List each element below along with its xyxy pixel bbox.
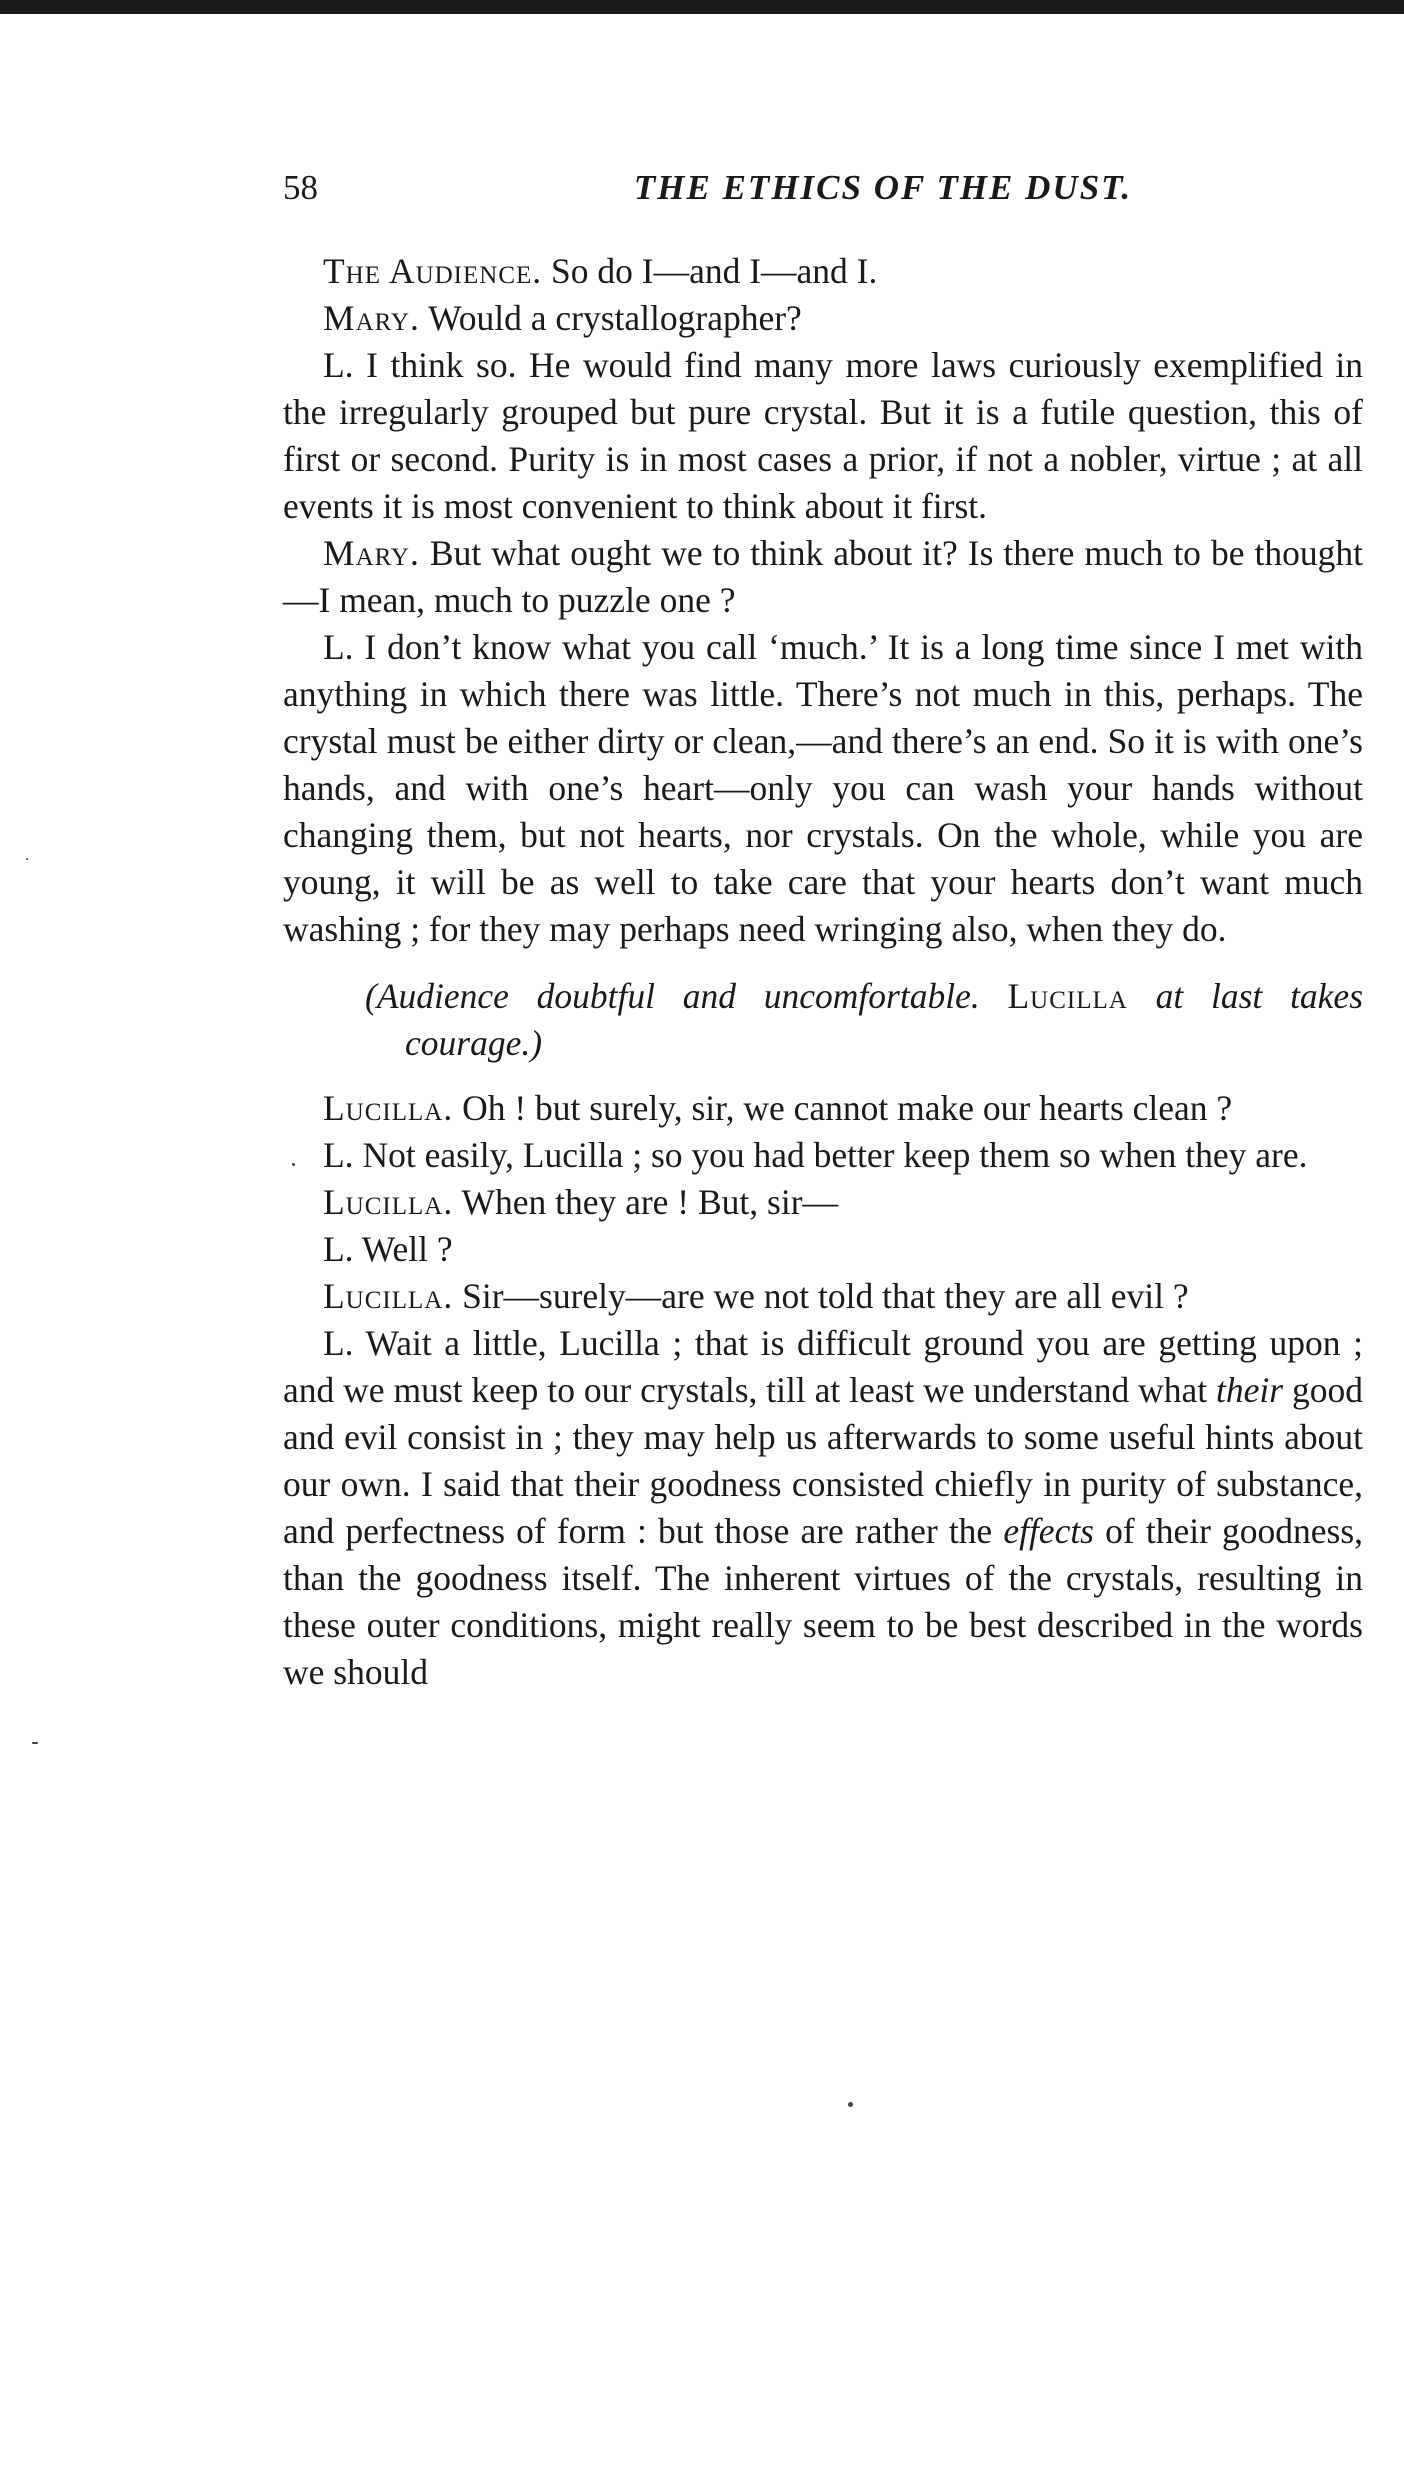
dialogue-text: Wait a little, Lucilla ; that is difficult ground you are getting upon ; and we must keep to our crystals, till at least we understand what bbox=[283, 1323, 1363, 1410]
speaker-name: L. bbox=[323, 345, 354, 385]
dialogue-paragraph bbox=[283, 1273, 1363, 1320]
stage-paren-close: ) bbox=[530, 1023, 543, 1063]
stage-paren-open: ( bbox=[365, 976, 377, 1016]
speaker-name: Mary. bbox=[323, 298, 420, 338]
dialogue-text: Would a crystallographer? bbox=[428, 298, 802, 338]
dialogue-text: Sir—surely—are we not told that they are all evil ? bbox=[462, 1276, 1189, 1316]
emphasis-text: effects bbox=[1003, 1511, 1095, 1551]
speaker-name: L. bbox=[323, 1323, 354, 1363]
dialogue-paragraph bbox=[283, 1179, 1363, 1226]
ink-speck bbox=[26, 858, 28, 860]
dialogue-paragraph bbox=[283, 1085, 1363, 1132]
speaker-name: Lucilla. bbox=[323, 1276, 454, 1316]
emphasis-text: their bbox=[1216, 1370, 1284, 1410]
page-header bbox=[283, 168, 1363, 218]
speaker-name: Mary. bbox=[323, 533, 420, 573]
dialogue-paragraph bbox=[283, 1320, 1363, 1696]
speaker-name: L. bbox=[323, 627, 354, 667]
speaker-name: L. bbox=[323, 1135, 354, 1175]
dialogue-text: So do I—and I—and I. bbox=[551, 251, 878, 291]
body-text bbox=[283, 248, 1363, 1696]
speaker-name: The Audience. bbox=[323, 251, 543, 291]
speaker-name: Lucilla. bbox=[323, 1182, 454, 1222]
dialogue-text: I don’t know what you call ‘much.’ It is a long time since I met with anything in which there was little. There’s not much in this, perhaps. The crystal must be either dirty or clean,—and there’s an end. So it is with one’s hands, and with one’s heart—only you can wash your hands without changing them, but not hearts, nor crystals. On the whole, while you are young, it will be as well to take care that your hearts don’t want much washing ; for they may perhaps need wringing also, when they do. bbox=[283, 627, 1363, 949]
dialogue-text: When they are ! But, sir— bbox=[461, 1182, 839, 1222]
page-number: 58 bbox=[283, 168, 318, 207]
dialogue-paragraph bbox=[283, 624, 1363, 953]
dialogue-text: good and evil consist in ; they may help us afterwards to some useful hints about our own. I said that their goodness consisted chiefly in purity of substance, and perfectness of form : but those are rather the bbox=[283, 1370, 1363, 1551]
speaker-name: L. bbox=[323, 1229, 354, 1269]
stage-direction-name: Lucilla bbox=[1007, 976, 1128, 1016]
dialogue-text: Well ? bbox=[361, 1229, 453, 1269]
dialogue-text: But what ought we to think about it? Is there much to be thought—I mean, much to puzzle one ? bbox=[283, 533, 1364, 620]
dialogue-text: Not easily, Lucilla ; so you had better keep them so when they are. bbox=[362, 1135, 1308, 1175]
dialogue-paragraph bbox=[283, 342, 1363, 530]
dialogue-text: I think so. He would find many more laws curiously exemplified in the irregularly grouped but pure crystal. But it is a futile question, this of first or second. Purity is in most cases a prior, if not a nobler, virtue ; at all events it is most convenient to think about it first. bbox=[283, 345, 1363, 526]
running-title: THE ETHICS OF THE DUST. bbox=[633, 168, 1133, 207]
ink-speck bbox=[32, 1742, 38, 1744]
dialogue-paragraph bbox=[283, 295, 1363, 342]
stage-direction-text: at last takes courage. bbox=[405, 976, 1364, 1063]
stage-direction-text: Audience doubtful and uncomfortable. bbox=[376, 976, 980, 1016]
page-top-edge bbox=[0, 0, 1404, 14]
dialogue-paragraph bbox=[283, 1132, 1363, 1179]
stage-direction bbox=[365, 973, 1363, 1067]
ink-speck bbox=[848, 2102, 853, 2107]
dialogue-text: of their goodness, than the goodness itself. The inherent virtues of the crystals, resulting in these outer conditions, might really seem to be best described in the words we should bbox=[283, 1511, 1364, 1692]
dialogue-text: Oh ! but surely, sir, we cannot make our hearts clean ? bbox=[462, 1088, 1233, 1128]
dialogue-paragraph bbox=[283, 248, 1363, 295]
ink-speck bbox=[292, 1163, 295, 1166]
dialogue-paragraph bbox=[283, 530, 1363, 624]
speaker-name: Lucilla. bbox=[323, 1088, 454, 1128]
dialogue-paragraph bbox=[283, 1226, 1363, 1273]
